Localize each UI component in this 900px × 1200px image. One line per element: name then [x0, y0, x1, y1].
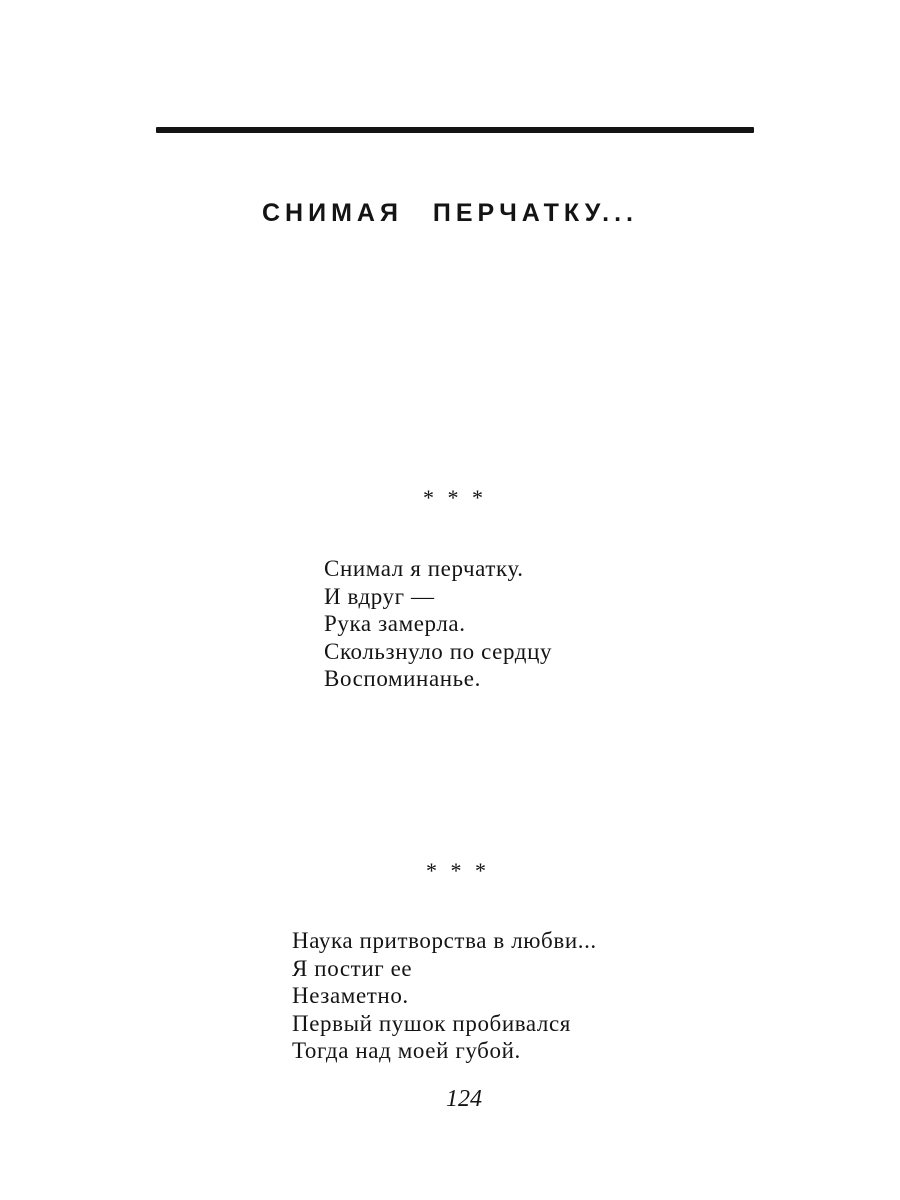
poem-line: И вдруг — — [324, 583, 435, 609]
poem-separator: * * * — [423, 485, 487, 510]
poem-line: Я постиг ее — [292, 955, 413, 981]
page-number: 124 — [446, 1086, 482, 1112]
poem-1 — [324, 555, 552, 693]
poem-line: Снимал я перчатку. — [324, 556, 524, 581]
poem-2 — [292, 927, 597, 1065]
poem-line: Тогда над моей губой. — [292, 1038, 521, 1063]
top-rule — [156, 127, 754, 133]
poem-separator: * * * — [426, 858, 490, 883]
poem-line: Воспоминанье. — [324, 666, 481, 691]
poem-line: Скользнуло по сердцу — [324, 638, 553, 664]
section-title: СНИМАЯ ПЕРЧАТКУ... — [262, 199, 638, 227]
poem-line: Незаметно. — [292, 983, 409, 1008]
poem-line: Рука замерла. — [324, 611, 466, 636]
poem-line: Наука притворства в любви... — [292, 928, 597, 953]
poem-line: Первый пушок пробивался — [292, 1010, 571, 1036]
